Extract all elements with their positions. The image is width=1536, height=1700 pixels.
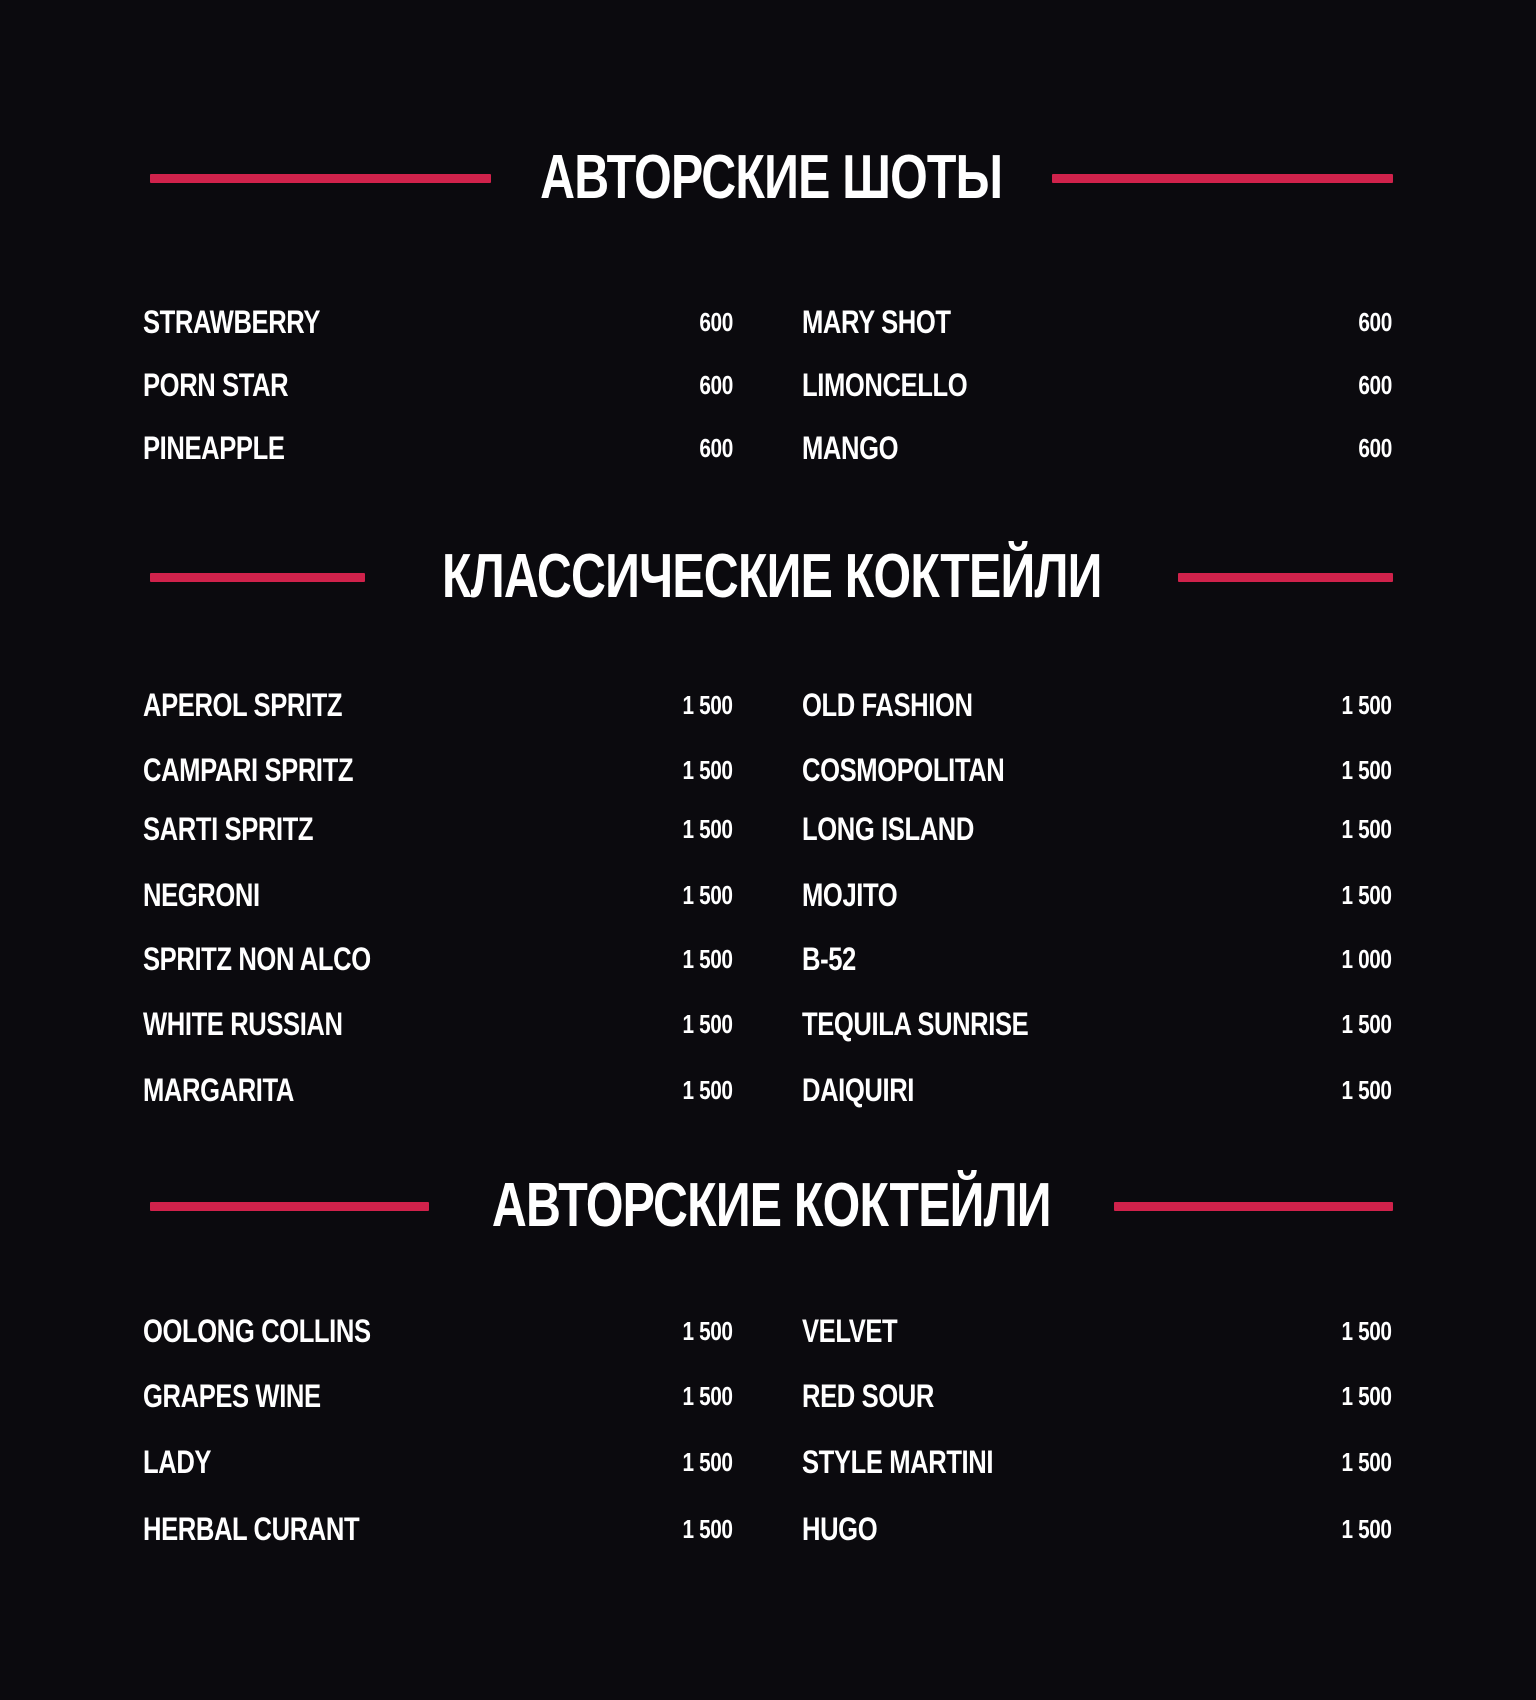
menu-item	[143, 807, 733, 851]
menu-item	[143, 683, 733, 727]
menu-item	[143, 300, 733, 344]
item-price: 600	[699, 370, 733, 400]
item-name: PORN STAR	[143, 367, 289, 403]
item-price: 600	[1358, 307, 1392, 337]
menu-item	[802, 807, 1392, 851]
item-name: SPRITZ NON ALCO	[143, 941, 371, 977]
item-name: LADY	[143, 1444, 212, 1480]
item-price: 1 500	[682, 944, 733, 974]
item-price: 1 000	[1341, 944, 1392, 974]
item-price: 1 500	[1341, 755, 1392, 785]
item-name: CAMPARI SPRITZ	[143, 752, 354, 788]
item-name: MARY SHOT	[802, 304, 951, 340]
menu-item	[802, 937, 1392, 981]
item-name: WHITE RUSSIAN	[143, 1006, 343, 1042]
item-price: 1 500	[682, 1316, 733, 1346]
item-price: 1 500	[1341, 1381, 1392, 1411]
item-name: COSMOPOLITAN	[802, 752, 1005, 788]
menu-item	[802, 1068, 1392, 1112]
menu-item	[143, 1309, 733, 1353]
item-name: HUGO	[802, 1511, 878, 1547]
section-rule-left	[150, 1202, 429, 1211]
item-price: 1 500	[1341, 1009, 1392, 1039]
item-price: 1 500	[682, 690, 733, 720]
item-name: NEGRONI	[143, 877, 260, 913]
section-title: АВТОРСКИЕ КОКТЕЙЛИ	[492, 1171, 1051, 1240]
item-name: LIMONCELLO	[802, 367, 968, 403]
item-name: SARTI SPRITZ	[143, 811, 314, 847]
item-price: 600	[1358, 433, 1392, 463]
item-price: 1 500	[682, 1009, 733, 1039]
menu-item	[802, 363, 1392, 407]
item-name: DAIQUIRI	[802, 1072, 914, 1108]
item-price: 1 500	[1341, 1514, 1392, 1544]
menu-item	[143, 426, 733, 470]
item-name: GRAPES WINE	[143, 1378, 321, 1414]
section-title: КЛАССИЧЕСКИЕ КОКТЕЙЛИ	[441, 542, 1102, 611]
item-price: 1 500	[682, 1447, 733, 1477]
item-price: 1 500	[682, 1075, 733, 1105]
item-name: B-52	[802, 941, 856, 977]
item-price: 1 500	[1341, 814, 1392, 844]
section-rule-left	[150, 573, 365, 582]
item-name: MARGARITA	[143, 1072, 294, 1108]
menu-item	[143, 748, 733, 792]
item-name: HERBAL CURANT	[143, 1511, 360, 1547]
item-price: 1 500	[1341, 880, 1392, 910]
menu-item	[143, 1440, 733, 1484]
item-price: 1 500	[682, 1514, 733, 1544]
item-name: STRAWBERRY	[143, 304, 321, 340]
menu-item	[802, 1374, 1392, 1418]
menu-item	[143, 1002, 733, 1046]
menu-item	[802, 1002, 1392, 1046]
section-rule-right	[1114, 1202, 1393, 1211]
section-rule-right	[1052, 174, 1393, 183]
item-price: 600	[699, 307, 733, 337]
menu-item	[143, 1507, 733, 1551]
menu-item	[802, 748, 1392, 792]
section-header	[150, 537, 1393, 617]
item-name: OLD FASHION	[802, 687, 973, 723]
item-name: LONG ISLAND	[802, 811, 974, 847]
menu-item	[802, 1440, 1392, 1484]
menu-item	[802, 683, 1392, 727]
menu-item	[802, 873, 1392, 917]
menu-item	[143, 363, 733, 407]
item-name: MANGO	[802, 430, 899, 466]
item-name: VELVET	[802, 1313, 898, 1349]
section-rule-left	[150, 174, 491, 183]
item-name: STYLE MARTINI	[802, 1444, 994, 1480]
item-name: PINEAPPLE	[143, 430, 285, 466]
menu-item	[802, 1309, 1392, 1353]
item-name: APEROL SPRITZ	[143, 687, 343, 723]
item-price: 1 500	[1341, 690, 1392, 720]
section-rule-right	[1178, 573, 1393, 582]
item-price: 1 500	[682, 1381, 733, 1411]
item-name: MOJITO	[802, 877, 898, 913]
menu-item	[143, 1374, 733, 1418]
item-price: 1 500	[1341, 1316, 1392, 1346]
menu-item	[802, 426, 1392, 470]
item-name: TEQUILA SUNRISE	[802, 1006, 1029, 1042]
item-name: OOLONG COLLINS	[143, 1313, 371, 1349]
item-price: 600	[1358, 370, 1392, 400]
section-title: АВТОРСКИЕ ШОТЫ	[540, 143, 1003, 212]
item-price: 1 500	[682, 880, 733, 910]
item-price: 600	[699, 433, 733, 463]
item-price: 1 500	[1341, 1075, 1392, 1105]
item-price: 1 500	[682, 814, 733, 844]
menu-item	[802, 1507, 1392, 1551]
menu-item	[143, 937, 733, 981]
section-header	[150, 138, 1393, 218]
item-price: 1 500	[1341, 1447, 1392, 1477]
item-price: 1 500	[682, 755, 733, 785]
menu-item	[143, 873, 733, 917]
item-name: RED SOUR	[802, 1378, 934, 1414]
menu-item	[143, 1068, 733, 1112]
section-header	[150, 1166, 1393, 1246]
menu-item	[802, 300, 1392, 344]
